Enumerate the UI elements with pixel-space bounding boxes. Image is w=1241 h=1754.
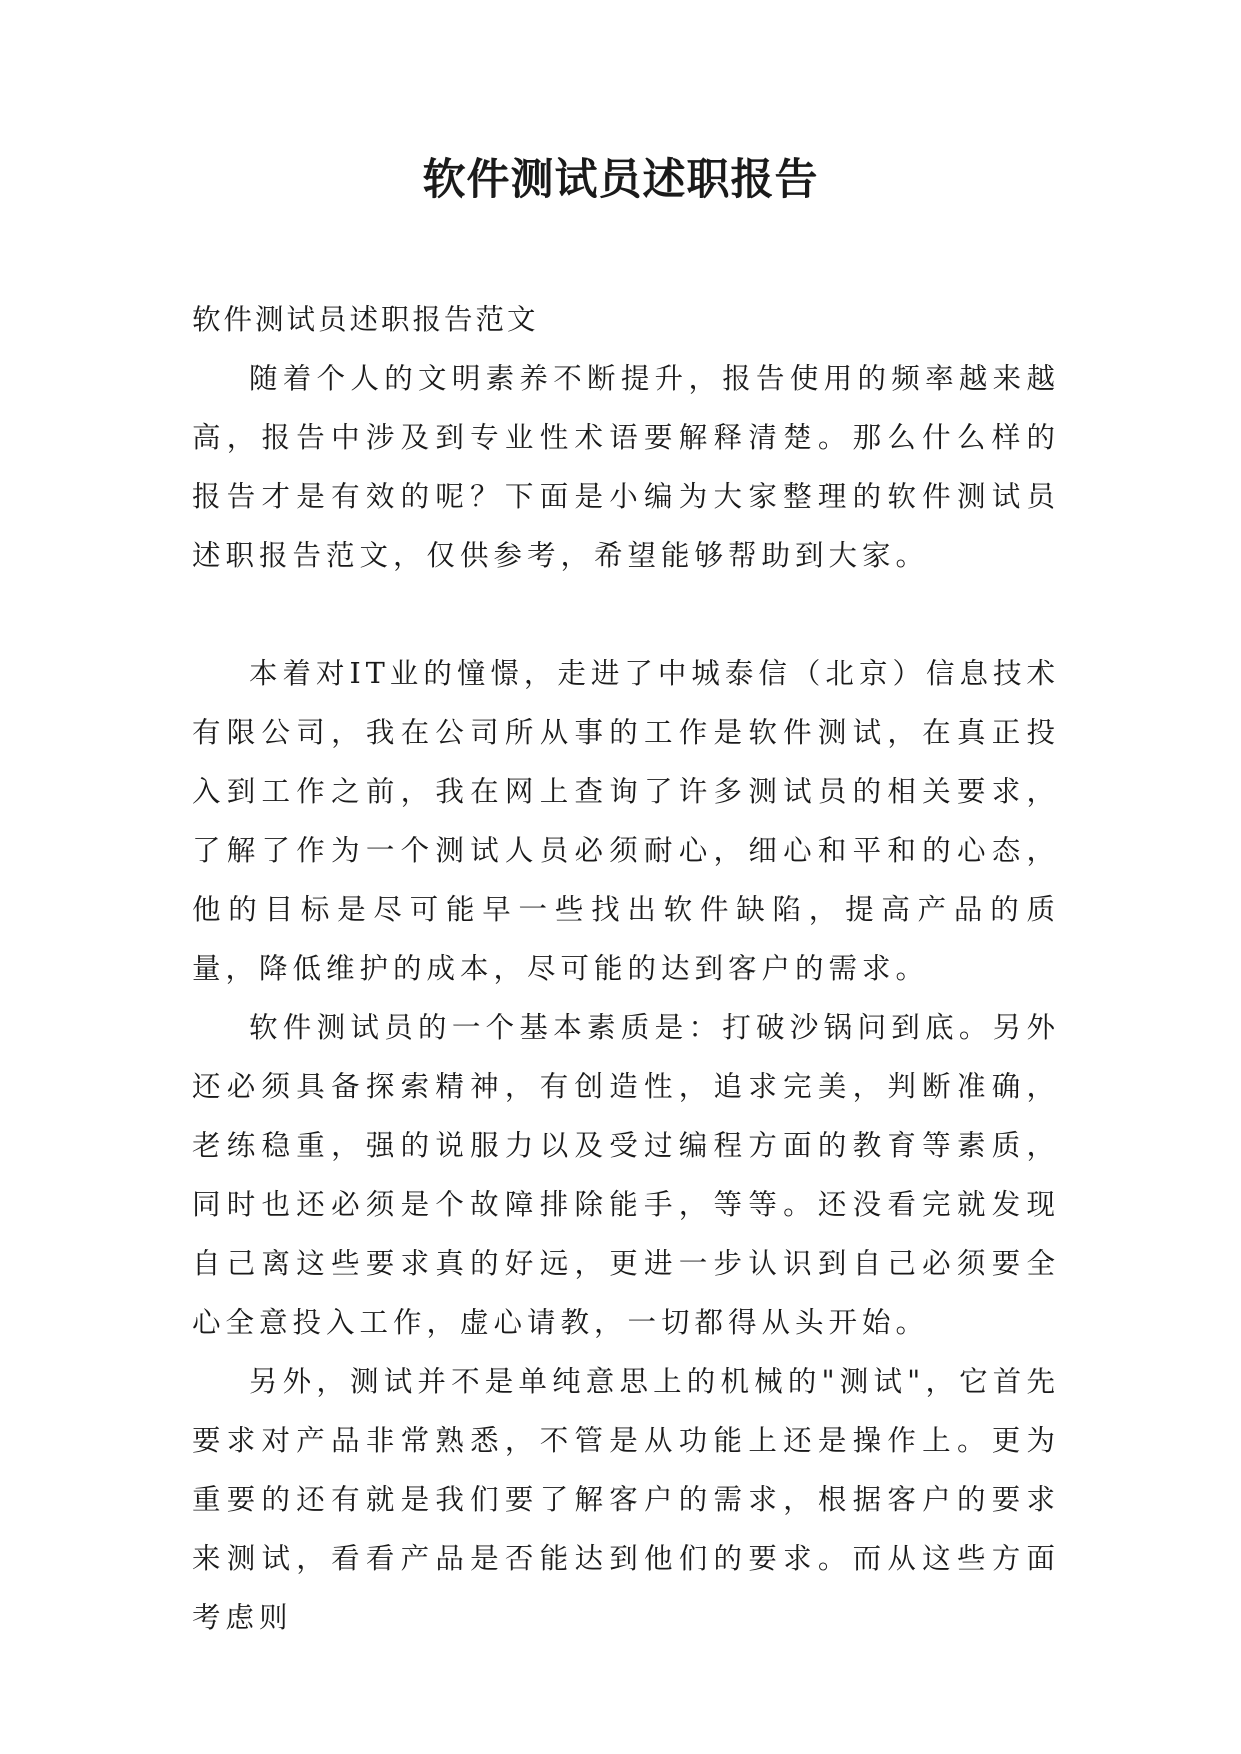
paragraph-qualities: 软件测试员的一个基本素质是：打破沙锅问到底。另外还必须具备探索精神，有创造性，追求完美，判断准确，老练稳重，强的说服力以及受过编程方面的教育等素质，同时也还必须是个故障排除能手，等等。还没看完就发现自己离这些要求真的好远，更进一步认识到自己必须要全心全意投入工作，虚心请教，一切都得从头开始。 [192, 1011, 1060, 1339]
paragraph-company: 本着对IT业的憧憬，走进了中城泰信（北京）信息技术有限公司，我在公司所从事的工作是软件测试，在真正投入到工作之前，我在网上查询了许多测试员的相关要求，了解了作为一个测试人员必须耐心，细心和平和的心态，他的目标是尽可能早一些找出软件缺陷，提高产品的质量，降低维护的成本，尽可能的达到客户的需求。 [192, 657, 1060, 985]
paragraph-testing: 另外，测试并不是单纯意思上的机械的"测试"，它首先要求对产品非常熟悉，不管是从功能上还是操作上。更为重要的还有就是我们要了解客户的需求，根据客户的要求来测试，看看产品是否能达到他们的要求。而从这些方面考虑则 [192, 1365, 1060, 1634]
paragraph-spacer [192, 585, 1060, 644]
document-body [192, 290, 1060, 1647]
document-title: 软件测试员述职报告 [422, 155, 819, 205]
document-subtitle: 软件测试员述职报告范文 [192, 303, 539, 336]
paragraph-intro: 随着个人的文明素养不断提升，报告使用的频率越来越高，报告中涉及到专业性术语要解释清楚。那么什么样的报告才是有效的呢？下面是小编为大家整理的软件测试员述职报告范文，仅供参考，希望能够帮助到大家。 [192, 362, 1060, 572]
